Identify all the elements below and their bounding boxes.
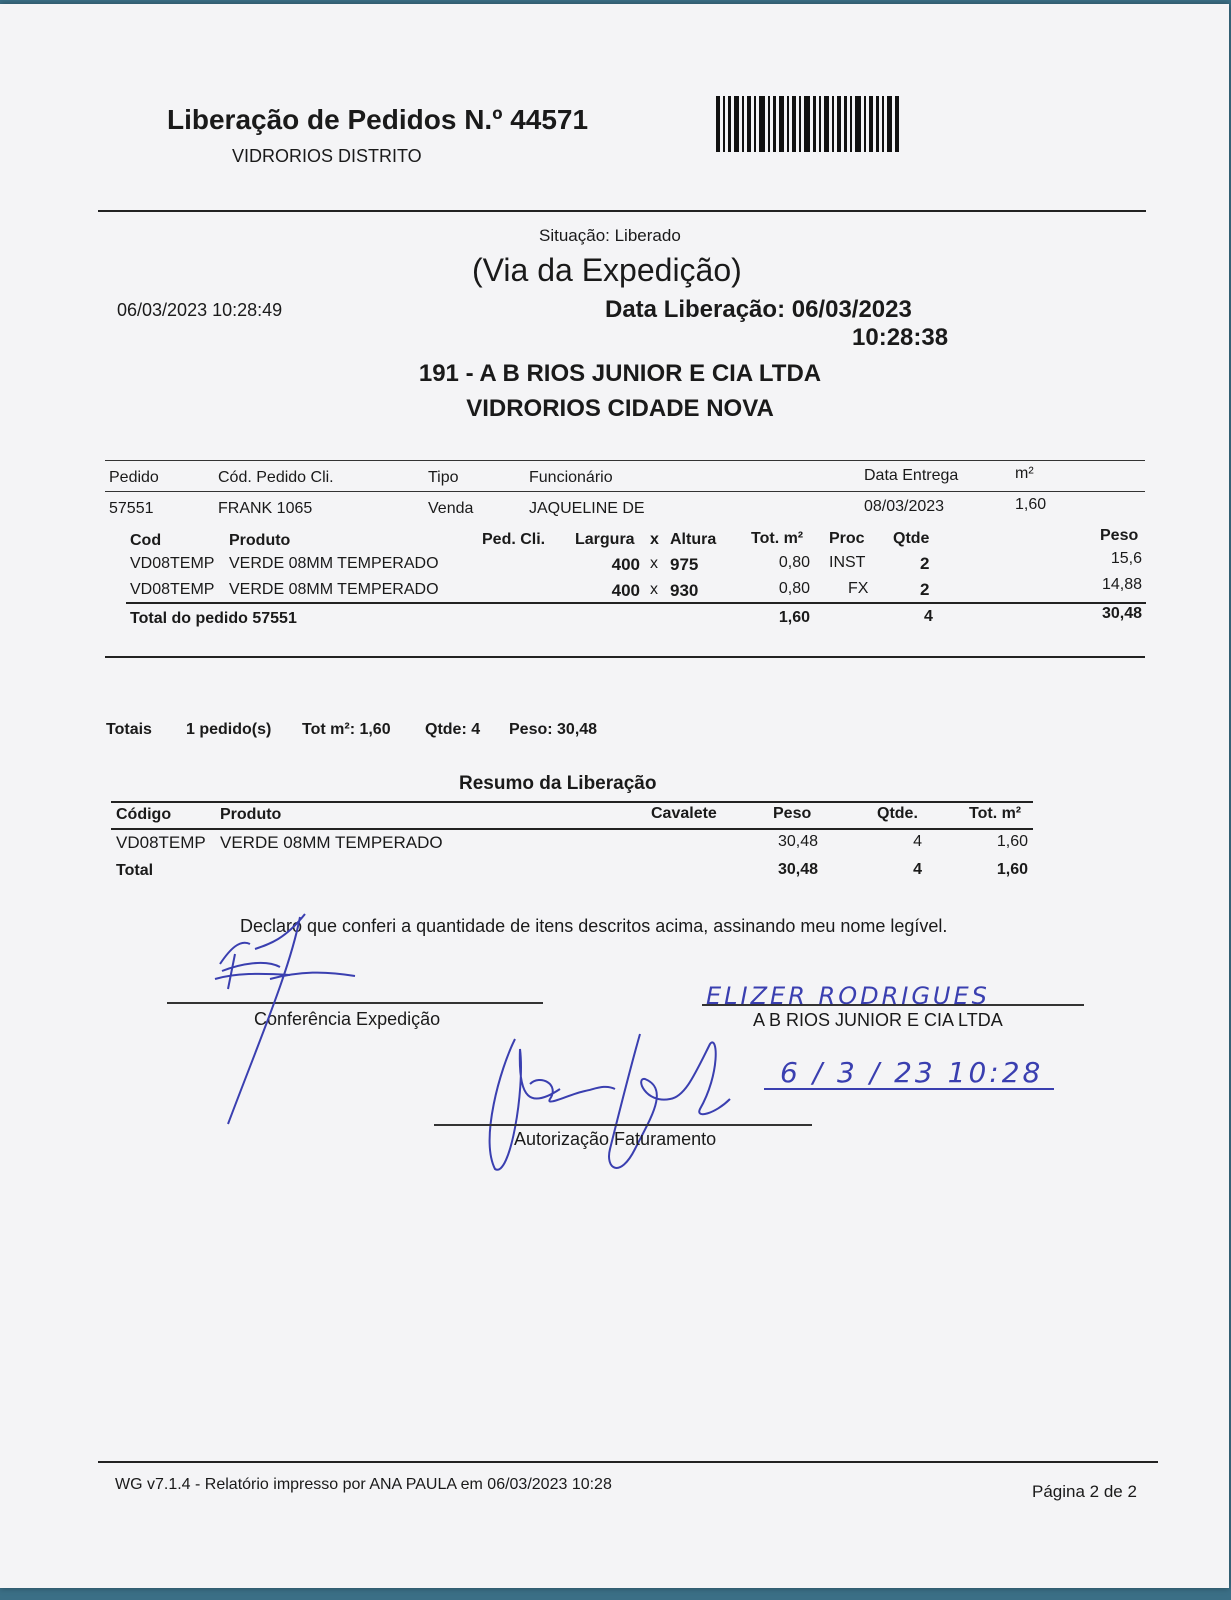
totals-qtde: Qtde: 4 [425, 721, 481, 738]
order-employee: JAQUELINE DE [529, 500, 645, 517]
company-name: VIDRORIOS DISTRITO [232, 146, 422, 166]
signature-autorizacao-text [480, 1074, 512, 1075]
items-total-m2: 1,60 [778, 609, 810, 626]
totals-m2: Tot m²: 1,60 [302, 721, 391, 738]
header-divider [98, 210, 1146, 212]
footer-divider [98, 1461, 1158, 1463]
items-col-cod: Cod [130, 532, 162, 549]
signature-client-name: ELIZER RODRIGUES [706, 982, 990, 1010]
item-2-tot-m2: 0,80 [778, 580, 810, 597]
summary-row-produto: VERDE 08MM TEMPERADO [220, 833, 443, 852]
signature-scribble-autorizacao [470, 1029, 740, 1179]
summary-total-peso: 30,48 [777, 861, 818, 878]
item-1-altura: 975 [670, 555, 699, 574]
items-total-label: Total do pedido 57551 [130, 610, 297, 627]
summary-col-produto: Produto [220, 806, 282, 823]
items-col-x: x [650, 531, 659, 548]
totals-label: Totais [106, 721, 152, 738]
barcode [716, 96, 901, 157]
item-1-peso: 15,6 [1110, 550, 1142, 567]
item-2-peso: 14,88 [1101, 576, 1142, 593]
summary-header-rule [111, 828, 1033, 830]
item-2-largura: 400 [611, 581, 640, 600]
order-delivery-date: 08/03/2023 [864, 498, 945, 515]
print-datetime: 06/03/2023 10:28:49 [117, 300, 283, 320]
totals-peso: Peso: 30,48 [509, 721, 598, 738]
items-total-rule [126, 602, 1146, 604]
summary-col-qtde: Qtde. [877, 805, 918, 822]
item-2-cod: VD08TEMP [130, 581, 215, 598]
item-2-proc: FX [848, 580, 869, 597]
order-m2: 1,60 [1015, 496, 1047, 513]
summary-row-codigo: VD08TEMP [116, 833, 206, 852]
summary-row-tot-m2: 1,60 [996, 833, 1028, 850]
summary-row-peso: 30,48 [777, 833, 818, 850]
document-page [0, 4, 1229, 1588]
items-col-qtde: Qtde [893, 530, 930, 547]
col-tipo: Tipo [428, 469, 459, 486]
summary-col-tot-m2: Tot. m² [969, 805, 1022, 822]
item-1-cod: VD08TEMP [130, 555, 215, 572]
col-data-entrega: Data Entrega [864, 467, 959, 484]
order-table-bottom-rule [105, 656, 1145, 658]
signature-line-client [702, 1004, 1084, 1006]
declaration-text: Declaro que conferi a quantidade de itens descritos acima, assinando meu nome legível. [240, 916, 948, 936]
signature-label-client: A B RIOS JUNIOR E CIA LTDA [753, 1010, 1003, 1030]
order-client-code: FRANK 1065 [218, 500, 313, 517]
item-1-tot-m2: 0,80 [778, 554, 810, 571]
item-1-produto: VERDE 08MM TEMPERADO [229, 555, 439, 572]
item-1-qtde: 2 [920, 554, 930, 573]
summary-total-qtde: 4 [913, 861, 922, 878]
items-col-produto: Produto [229, 532, 291, 549]
order-type: Venda [428, 500, 474, 517]
summary-col-codigo: Código [116, 806, 172, 823]
footer-print-info: WG v7.1.4 - Relatório impresso por ANA PAULA em 06/03/2023 10:28 [115, 1476, 612, 1493]
items-col-tot-m2: Tot. m² [751, 530, 804, 547]
item-2-produto: VERDE 08MM TEMPERADO [229, 581, 439, 598]
signature-label-conferencia: Conferência Expedição [254, 1009, 441, 1029]
order-number: 57551 [109, 500, 154, 517]
release-date: Data Liberação: 06/03/2023 [605, 296, 912, 323]
col-m2: m² [1015, 465, 1034, 482]
item-2-qtde: 2 [920, 580, 930, 599]
item-2-x: x [650, 581, 658, 598]
order-table-top-rule [105, 460, 1145, 461]
customer-name: 191 - A B RIOS JUNIOR E CIA LTDA [418, 360, 822, 387]
release-time: 10:28:38 [852, 324, 949, 351]
copy-label: (Via da Expedição) [472, 252, 742, 288]
summary-total-label: Total [116, 862, 154, 879]
items-col-peso: Peso [1100, 527, 1139, 544]
items-col-proc: Proc [829, 530, 865, 547]
summary-col-peso: Peso [773, 805, 812, 822]
items-col-altura: Altura [670, 531, 717, 548]
items-col-ped-cli: Ped. Cli. [482, 531, 546, 548]
handwritten-date-underline [764, 1088, 1054, 1090]
item-1-proc: INST [829, 554, 866, 571]
signature-scribble-conferencia [210, 909, 360, 1129]
totals-pedidos: 1 pedido(s) [186, 721, 272, 738]
document-title: Liberação de Pedidos N.º 44571 [167, 104, 589, 135]
order-table-header-rule [105, 491, 1145, 492]
item-2-altura: 930 [670, 581, 699, 600]
item-1-largura: 400 [611, 555, 640, 574]
col-cod-pedido-cli: Cód. Pedido Cli. [218, 469, 334, 486]
signature-date-handwritten: 6 / 3 / 23 10:28 [780, 1056, 1044, 1089]
col-funcionario: Funcionário [529, 469, 613, 486]
items-total-peso: 30,48 [1101, 605, 1142, 622]
signature-line-autorizacao [434, 1124, 812, 1126]
summary-title: Resumo da Liberação [459, 773, 657, 794]
col-pedido: Pedido [109, 469, 159, 486]
signature-label-autorizacao: Autorização Faturamento [514, 1129, 717, 1149]
summary-col-cavalete: Cavalete [651, 805, 717, 822]
status-label: Situação: Liberado [539, 226, 681, 245]
items-total-qtde: 4 [924, 608, 933, 625]
summary-total-tot-m2: 1,60 [996, 861, 1028, 878]
summary-top-rule [111, 801, 1033, 803]
item-1-x: x [650, 555, 658, 572]
footer-page-number: Página 2 de 2 [1032, 1482, 1137, 1501]
items-col-largura: Largura [575, 531, 635, 548]
customer-store: VIDRORIOS CIDADE NOVA [466, 395, 774, 422]
summary-row-qtde: 4 [913, 833, 922, 850]
